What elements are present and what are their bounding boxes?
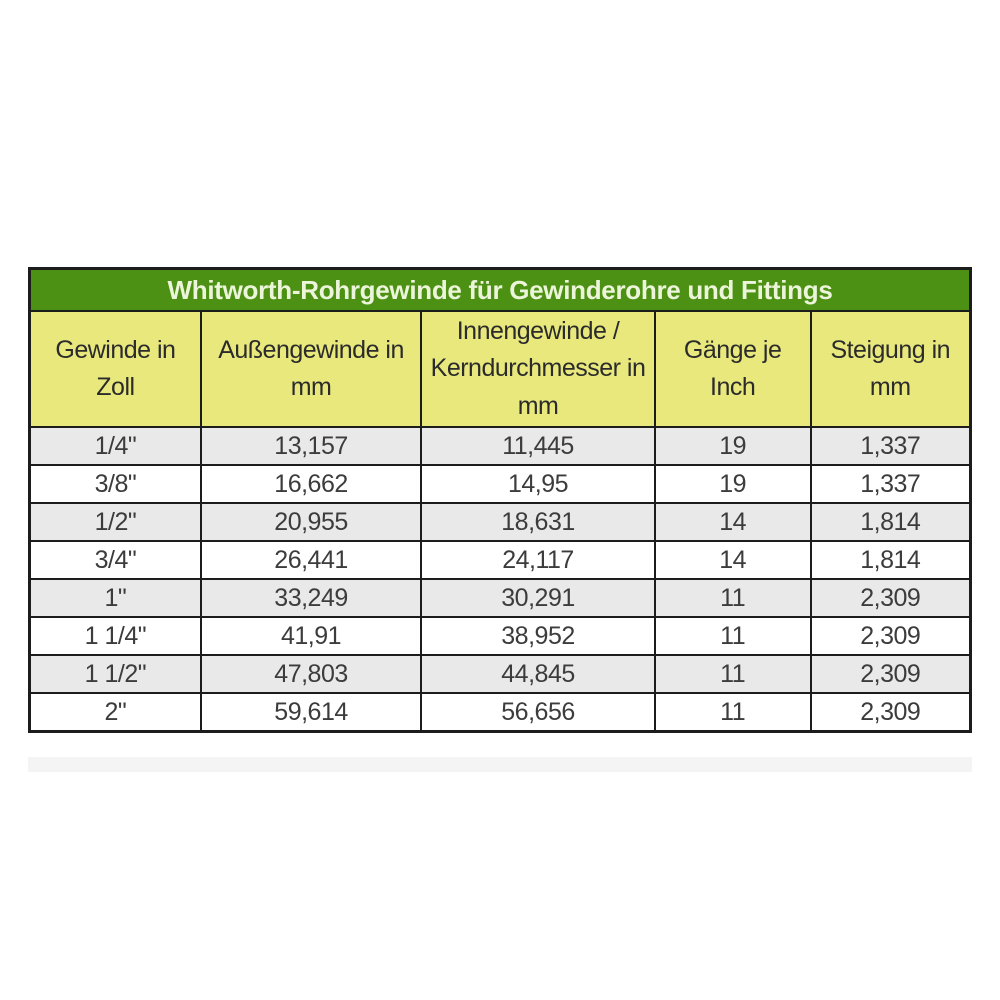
- table-cell: 1/4": [31, 426, 200, 464]
- column-header-innengewinde: Innengewinde / Kerndurchmesser in mm: [420, 312, 654, 426]
- table-cell: 11,445: [420, 426, 654, 464]
- table-cell: 2,309: [810, 654, 970, 692]
- table-cell: 30,291: [420, 578, 654, 616]
- table-cell: 1,814: [810, 502, 970, 540]
- table-cell: 2,309: [810, 692, 970, 730]
- table-cell: 11: [654, 616, 810, 654]
- table-cell: 47,803: [200, 654, 420, 692]
- table-cell: 3/4": [31, 540, 200, 578]
- table-title: Whitworth-Rohrgewinde für Gewinderohre und Fittings: [31, 270, 969, 312]
- table-cell: 19: [654, 464, 810, 502]
- table-cell: 14: [654, 540, 810, 578]
- table-cell: 2,309: [810, 616, 970, 654]
- table-cell: 1/2": [31, 502, 200, 540]
- table-row: [31, 464, 969, 502]
- table-cell: 13,157: [200, 426, 420, 464]
- table-row: [31, 578, 969, 616]
- table-cell: 19: [654, 426, 810, 464]
- table-cell: 33,249: [200, 578, 420, 616]
- table-cell: 24,117: [420, 540, 654, 578]
- table-cell: 3/8": [31, 464, 200, 502]
- table-cell: 14: [654, 502, 810, 540]
- column-header-gewinde: Gewinde in Zoll: [31, 312, 200, 426]
- table-cell: 20,955: [200, 502, 420, 540]
- table-cell: 1": [31, 578, 200, 616]
- table-cell: 16,662: [200, 464, 420, 502]
- table-cell: 1 1/4": [31, 616, 200, 654]
- table-row: [31, 654, 969, 692]
- table-cell: 44,845: [420, 654, 654, 692]
- whitworth-thread-table: [28, 267, 972, 733]
- table-cell: 1 1/2": [31, 654, 200, 692]
- table-row: [31, 616, 969, 654]
- table-cell: 1,337: [810, 426, 970, 464]
- table-cell: 2,309: [810, 578, 970, 616]
- table-row: [31, 540, 969, 578]
- column-header-gaenge: Gänge je Inch: [654, 312, 810, 426]
- table-cell: 38,952: [420, 616, 654, 654]
- table-cell: 1,337: [810, 464, 970, 502]
- table-cell: 26,441: [200, 540, 420, 578]
- table-cell: 11: [654, 692, 810, 730]
- table-cell: 59,614: [200, 692, 420, 730]
- table-row: [31, 502, 969, 540]
- table-cell: 11: [654, 578, 810, 616]
- header-row: [31, 312, 969, 426]
- table-cell: 2": [31, 692, 200, 730]
- column-header-aussengewinde: Außengewinde in mm: [200, 312, 420, 426]
- table-cell: 11: [654, 654, 810, 692]
- table-cell: 56,656: [420, 692, 654, 730]
- table-row: [31, 692, 969, 730]
- table-cell: 41,91: [200, 616, 420, 654]
- table-cell: 1,814: [810, 540, 970, 578]
- column-header-steigung: Steigung in mm: [810, 312, 970, 426]
- table-cell: 18,631: [420, 502, 654, 540]
- table-shadow: [28, 757, 972, 772]
- table-cell: 14,95: [420, 464, 654, 502]
- table-row: [31, 426, 969, 464]
- thread-data-table: [31, 312, 969, 730]
